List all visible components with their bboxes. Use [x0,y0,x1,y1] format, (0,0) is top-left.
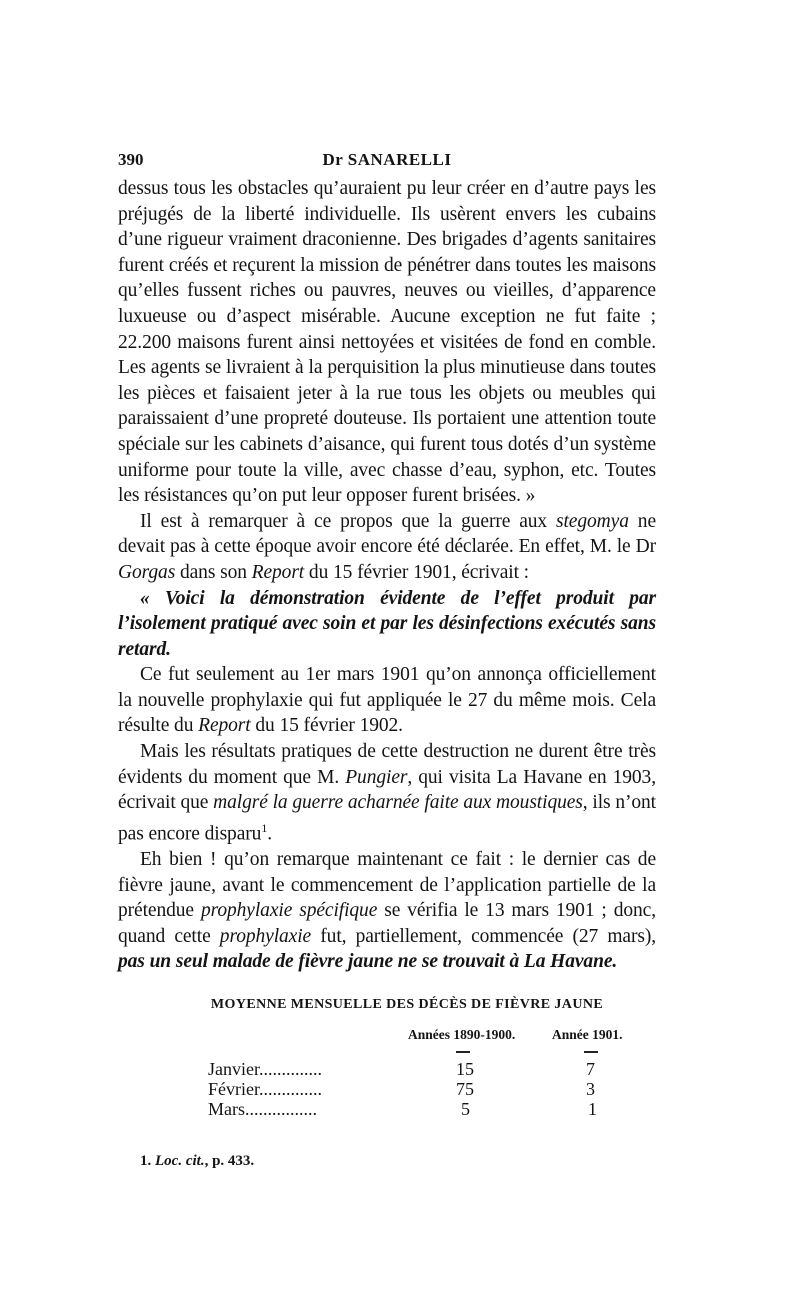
text-run-italic: Report [251,561,305,583]
text-run-italic: prophylaxie [219,925,312,947]
footnote [118,1153,656,1170]
row-value-1901: 7 [586,1058,595,1079]
row-value-1890-1900: 15 [456,1058,474,1079]
text-run: fut, partiellement, commencée (27 mars), [311,925,657,947]
body-text [118,176,656,975]
paragraph-5 [118,739,656,847]
paragraph-2 [118,509,656,586]
text-run: . [267,823,272,845]
column-header-1890-1900: Années 1890-1900. [408,1026,516,1042]
text-run-italic: stegomya [556,510,629,532]
footnote-number: 1. [140,1152,152,1169]
text-run: , ils n’ont pas encore disparu [118,792,656,845]
text-run: du 15 février 1901, écrivait : [304,561,530,583]
text-run: se vérifia le 13 mars 1901 ; donc, quand cette [118,900,656,947]
text-run-italic: Pungier [345,766,408,788]
text-run-bold-italic: pas un seul malade de fièvre jaune ne se trouvait à La Havane. [118,951,618,973]
text-run: du 15 février 1902. [250,715,403,737]
table-header-rules [118,1049,656,1059]
running-header [118,150,656,176]
table-row [118,1099,656,1119]
text-run-italic: Report [198,715,251,737]
footnote-citation: Loc. cit. [155,1152,205,1169]
table-caption: MOYENNE MENSUELLE DES DÉCÈS DE FIÈVRE JAUNE [210,996,604,1012]
table-row [118,1079,656,1099]
row-value-1901: 3 [586,1078,595,1099]
mortality-table [118,997,656,1119]
paragraph-6 [118,847,656,975]
text-run: dans son [175,561,252,583]
text-run-italic: malgré la guerre acharnée faite aux moustiques [213,792,583,814]
column-header-1901: Année 1901. [552,1026,623,1042]
text-run: Mais les résultats pratiques de cette destruction ne durent être très évidents du moment que M. [118,741,656,788]
text-run: Eh bien ! qu’on remarque maintenant ce fait : le dernier cas de fièvre jaune, avant le commencement de l’application partielle de la prétendue [118,848,656,922]
table-column-headers [118,1027,656,1049]
table-row [118,1059,656,1079]
row-label: Mars................ [208,1098,317,1119]
header-rule [456,1051,470,1053]
paragraph-1: dessus tous les obstacles qu’auraient pu leur créer en d’autre pays les préjugés de la liberté individuelle. Ils usèrent envers les cubains d’une rigueur vraiment draconienne. Des brigades d’agents sanitaires furent créés et reçurent la mission de pénétrer dans toutes les maisons qu’elles fussent riches ou pauvres, neuves ou vieilles, d’apparence luxueuse ou d’aspect misérable. Aucune exception ne fut faite ; 22.200 maisons furent ainsi nettoyées et visitées de fond en comble. Les agents se livraient à la perquisition la plus minutieuse dans toutes les pièces et faisaient jeter à la rue tous les objets ou meubles qui paraissaient d’une propreté douteuse. Ils portaient une attention toute spéciale sur les cabinets d’aisance, qui furent tous dotés d’un système uniforme pour toute la ville, avec chasse d’eau, syphon, etc. Toutes les résistances qu’on put leur opposer furent brisées. » [118,178,656,507]
text-run-italic: Gorgas [118,561,176,583]
row-value-1901: 1 [588,1098,597,1119]
page [118,150,656,1170]
text-run-italic: prophylaxie spécifique [200,900,378,922]
footnote-ref: 1 [261,820,268,835]
text-run: , qui visita La Havane en 1903, écrivait que [118,766,656,814]
page-number: 390 [118,150,144,169]
text-run: ne devait pas à cette époque avoir encore été déclarée. En effet, M. le Dr [118,510,656,558]
footnote-page: , p. 433. [204,1152,255,1169]
paragraph-4 [118,662,656,739]
row-label: Février.............. [208,1078,322,1099]
text-run: Ce fut seulement au 1er mars 1901 qu’on annonça officiellement la nouvelle prophylaxie qui fut appliquée le 27 du même mois. Cela résulte du [118,664,656,737]
row-label: Janvier.............. [208,1058,322,1079]
header-rule [584,1051,598,1053]
row-value-1890-1900: 75 [456,1078,474,1099]
row-value-1890-1900: 5 [461,1098,470,1119]
text-run: Il est à remarquer à ce propos que la guerre aux [140,510,556,532]
paragraph-3-quote: « Voici la démonstration évidente de l’effet produit par l’isolement pratiqué avec soin et par les désinfections exécutés sans retard. [118,587,656,660]
running-title: Dr SANARELLI [322,150,452,169]
